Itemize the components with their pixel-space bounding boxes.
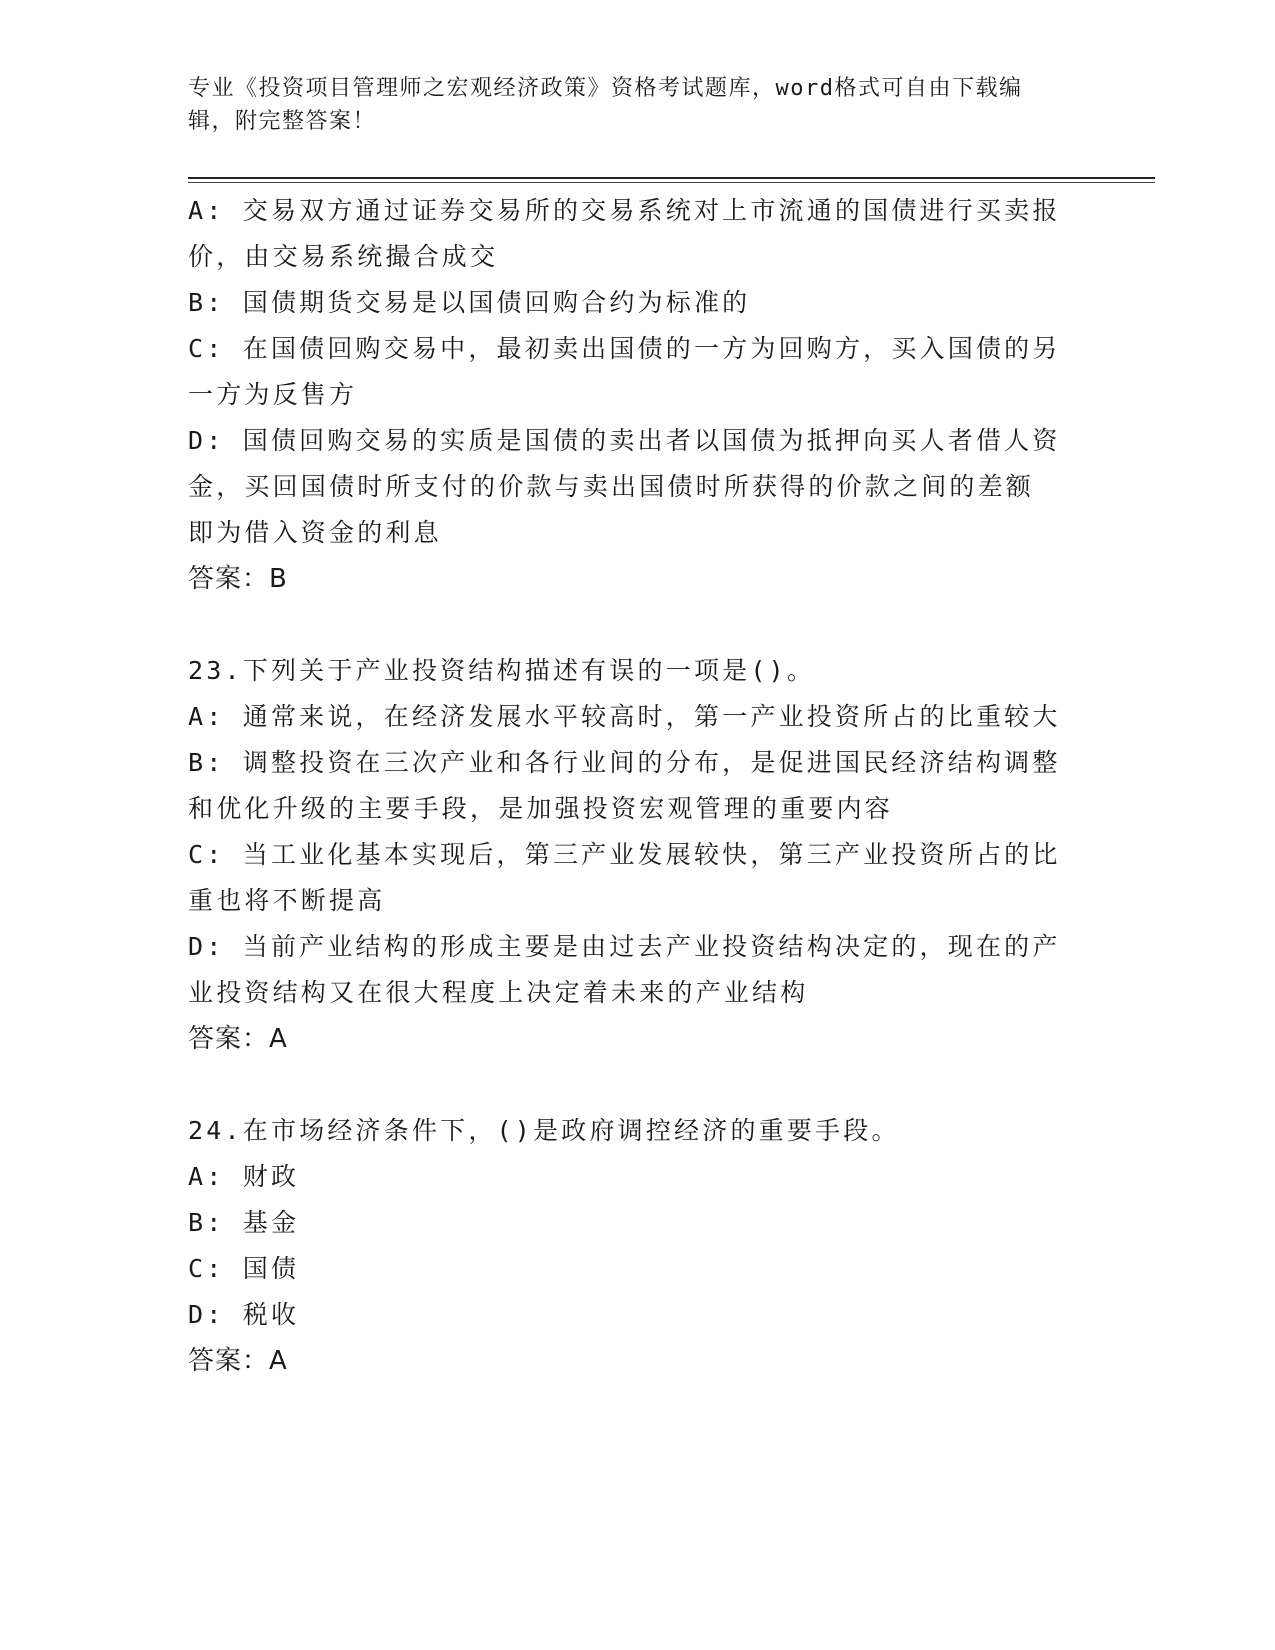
q22-option-b-line-1: B: 国债期货交易是以国债回购合约为标准的	[188, 288, 751, 317]
header-divider-thick	[188, 177, 1155, 179]
q22-option-d-line-3: 即为借入资金的利息	[188, 518, 442, 547]
document-header	[188, 72, 1068, 138]
q23-answer: 答案：A	[188, 1024, 288, 1054]
question-content	[188, 188, 1088, 1384]
question-spacer	[188, 1062, 1088, 1108]
q22-option-a-line-2: 价，由交易系统撮合成交	[188, 242, 499, 271]
q22-option-c-line-2: 一方为反售方	[188, 380, 358, 409]
q24-answer: 答案：A	[188, 1346, 288, 1376]
q23-option-c-line-2: 重也将不断提高	[188, 886, 386, 915]
q24-option-c: C: 国债	[188, 1254, 300, 1283]
q23-stem: 23.下列关于产业投资结构描述有误的一项是()。	[188, 656, 816, 685]
q23-option-d-line-1: D: 当前产业结构的形成主要是由过去产业投资结构决定的，现在的产	[188, 932, 1061, 961]
q22-option-d-line-1: D: 国债回购交易的实质是国债的卖出者以国债为抵押向买人者借人资	[188, 426, 1061, 455]
header-line-2: 辑，附完整答案！	[188, 109, 377, 134]
question-23-block	[188, 648, 1088, 1062]
q24-stem: 24.在市场经济条件下，()是政府调控经济的重要手段。	[188, 1116, 900, 1145]
q23-option-b-line-1: B: 调整投资在三次产业和各行业间的分布，是促进国民经济结构调整	[188, 748, 1061, 777]
q22-option-c-line-1: C: 在国债回购交易中，最初卖出国债的一方为回购方，买入国债的另	[188, 334, 1061, 363]
q22-option-a-line-1: A: 交易双方通过证券交易所的交易系统对上市流通的国债进行买卖报	[188, 196, 1061, 225]
question-spacer	[188, 602, 1088, 648]
q22-option-d-line-2: 金，买回国债时所支付的价款与卖出国债时所获得的价款之间的差额	[188, 472, 1035, 501]
q23-option-a-line-1: A: 通常来说，在经济发展水平较高时，第一产业投资所占的比重较大	[188, 702, 1061, 731]
q23-option-d-line-2: 业投资结构又在很大程度上决定着未来的产业结构	[188, 978, 809, 1007]
q24-option-a: A: 财政	[188, 1162, 300, 1191]
question-24-block	[188, 1108, 1088, 1384]
question-22-block	[188, 188, 1088, 602]
q24-option-b: B: 基金	[188, 1208, 300, 1237]
header-divider-thin	[188, 182, 1155, 183]
q23-option-c-line-1: C: 当工业化基本实现后，第三产业发展较快，第三产业投资所占的比	[188, 840, 1061, 869]
q22-answer: 答案：B	[188, 564, 288, 594]
q24-option-d: D: 税收	[188, 1300, 300, 1329]
q23-option-b-line-2: 和优化升级的主要手段，是加强投资宏观管理的重要内容	[188, 794, 894, 823]
header-line-1: 专业《投资项目管理师之宏观经济政策》资格考试题库，word格式可自由下载编	[188, 76, 1023, 101]
